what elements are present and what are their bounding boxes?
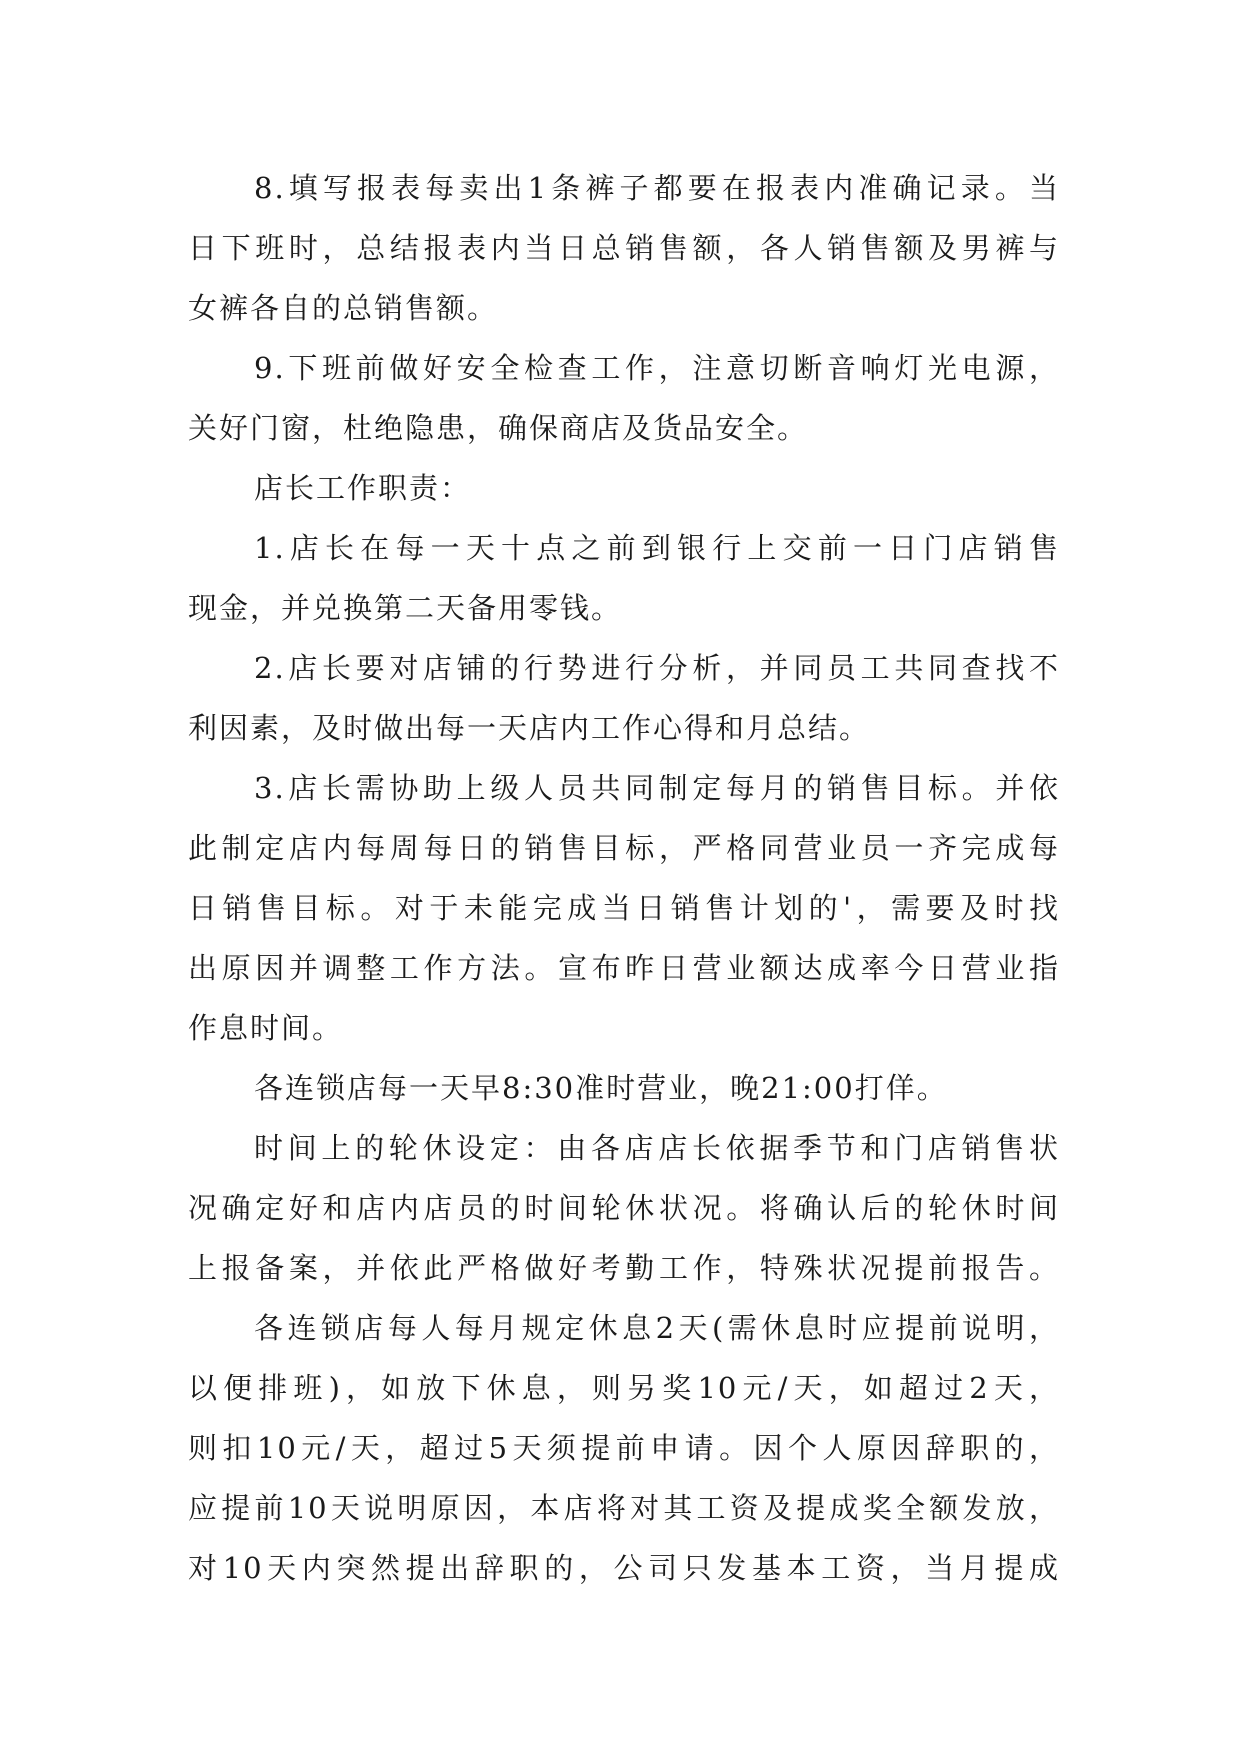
document-body (188, 158, 1060, 1598)
section-heading: 店长工作职责： (254, 471, 472, 505)
text-line: 应提前10天说明原因，本店将对其工资及提成奖全额发放， (188, 1491, 1060, 1525)
text-line: 上报备案，并依此严格做好考勤工作，特殊状况提前报告。 (188, 1251, 1060, 1285)
text-line: 各连锁店每人每月规定休息2天(需休息时应提前说明， (254, 1311, 1060, 1345)
text-line: 作息时间。 (188, 1011, 344, 1045)
text-line: 此制定店内每周每日的销售目标，严格同营业员一齐完成每 (188, 831, 1060, 865)
text-line: 以便排班)，如放下休息，则另奖10元/天，如超过2天， (188, 1371, 1060, 1405)
text-line: 3.店长需协助上级人员共同制定每月的销售目标。并依 (254, 771, 1060, 805)
text-line: 出原因并调整工作方法。宣布昨日营业额达成率今日营业指 (188, 951, 1060, 985)
text-line: 时间上的轮休设定：由各店店长依据季节和门店销售状 (254, 1131, 1060, 1165)
text-line: 女裤各自的总销售额。 (188, 291, 499, 325)
text-line: 2.店长要对店铺的行势进行分析，并同员工共同查找不 (254, 651, 1060, 685)
text-line: 关好门窗，杜绝隐患，确保商店及货品安全。 (188, 411, 809, 445)
text-line: 9.下班前做好安全检查工作，注意切断音响灯光电源， (254, 351, 1060, 385)
text-line: 现金，并兑换第二天备用零钱。 (188, 591, 623, 625)
text-line: 日下班时，总结报表内当日总销售额，各人销售额及男裤与 (188, 231, 1060, 265)
text-line: 则扣10元/天，超过5天须提前申请。因个人原因辞职的， (188, 1431, 1060, 1465)
text-line: 利因素，及时做出每一天店内工作心得和月总结。 (188, 711, 871, 745)
text-line: 对10天内突然提出辞职的，公司只发基本工资，当月提成 (188, 1551, 1060, 1585)
text-line: 8.填写报表每卖出1条裤子都要在报表内准确记录。当 (254, 171, 1060, 205)
text-line: 各连锁店每一天早8:30准时营业，晚21:00打佯。 (254, 1071, 948, 1105)
text-line: 1.店长在每一天十点之前到银行上交前一日门店销售 (254, 531, 1060, 565)
text-line: 况确定好和店内店员的时间轮休状况。将确认后的轮休时间 (188, 1191, 1060, 1225)
text-line: 日销售目标。对于未能完成当日销售计划的'，需要及时找 (188, 891, 1060, 925)
